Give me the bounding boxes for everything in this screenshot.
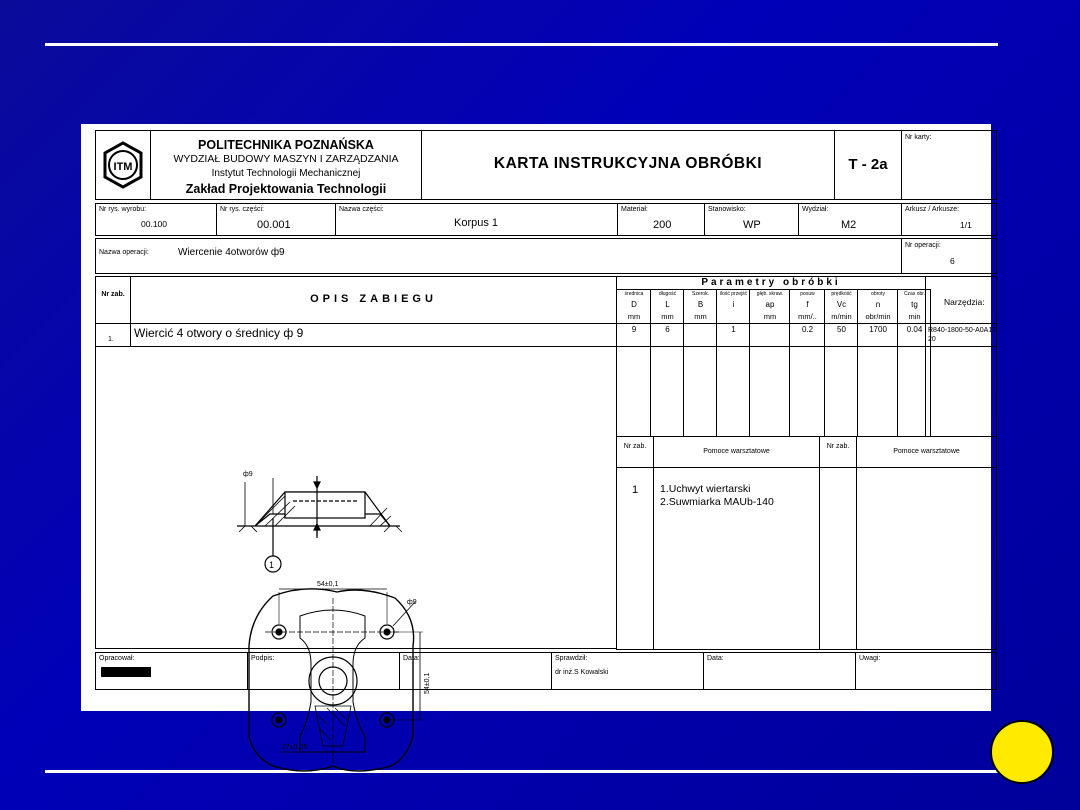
title-cell <box>421 130 835 200</box>
institute-name: Instytut Technologii Mechanicznej <box>211 168 361 179</box>
prepared-label: Opracował: <box>99 655 135 662</box>
aids-nr-header-2 <box>819 436 857 468</box>
param-body-col-3 <box>716 346 750 437</box>
row1-tool-cell <box>925 323 997 347</box>
part-name-cell <box>335 203 618 236</box>
svg-text:ф9: ф9 <box>243 471 253 478</box>
col-nr-label: Nr zab. <box>101 291 125 298</box>
param-unit: mm <box>661 312 674 321</box>
params-header <box>616 276 926 290</box>
part-drawing-cell <box>216 203 336 236</box>
svg-text:ф9: ф9 <box>407 599 417 606</box>
university-cell <box>150 130 422 200</box>
date-label: Data: <box>403 655 420 662</box>
checked-by: dr inż.S Kowalski <box>555 669 609 676</box>
sheet-cell <box>901 203 997 236</box>
prepared-cell <box>95 652 248 690</box>
param-symbol: i <box>732 300 735 309</box>
sheet-label: Arkusz / Arkusze: <box>905 206 960 213</box>
params-label: Parametry obróbki <box>701 277 841 288</box>
aids-nr-header-1 <box>616 436 654 468</box>
aids-item-2: 2.Suwmiarka MAUb-140 <box>660 496 774 508</box>
part-drawing-value: 00.001 <box>257 219 291 231</box>
param-top: posuw <box>800 291 815 297</box>
param-value-cell-4 <box>749 323 790 347</box>
param-value: 1700 <box>869 325 887 334</box>
checked-cell <box>551 652 704 690</box>
param-col-header-1 <box>650 289 684 324</box>
param-value-cell-1 <box>650 323 684 347</box>
material-cell <box>617 203 705 236</box>
card-no-cell <box>901 130 997 200</box>
param-value-cell-2 <box>683 323 717 347</box>
material-label: Materiał: <box>621 206 648 213</box>
station-label: Stanowisko: <box>708 206 746 213</box>
svg-text:54±0,1: 54±0,1 <box>424 672 431 694</box>
param-top: prędkość <box>831 291 852 297</box>
station-cell <box>704 203 799 236</box>
param-symbol: Vc <box>836 300 847 309</box>
col-opis-header <box>130 276 617 324</box>
param-symbol: ap <box>765 300 775 309</box>
row1-description: Wiercić 4 otwory o średnicy ф 9 <box>134 326 304 340</box>
param-col-header-7 <box>857 289 898 324</box>
param-body-col-2 <box>683 346 717 437</box>
param-value: 6 <box>665 325 670 334</box>
row1-tool: R840-1800-50-A0A1220 <box>928 327 997 343</box>
signature-label: Podpis: <box>251 655 275 662</box>
param-value: 9 <box>631 325 637 334</box>
station-value: WP <box>743 219 761 231</box>
row1-nr: 1. <box>108 336 114 343</box>
param-body-col-7 <box>857 346 898 437</box>
param-col-header-0 <box>616 289 651 324</box>
aids-item-1: 1.Uchwyt wiertarski <box>660 483 751 495</box>
dept-cell <box>798 203 902 236</box>
param-value-cell-6 <box>824 323 858 347</box>
aids-header-1 <box>653 436 820 468</box>
col-opis-label: OPIS ZABIEGU <box>310 293 437 305</box>
aids-label-1: Pomoce warsztatowe <box>703 448 770 455</box>
part-drawing-label: Nr rys. części: <box>220 206 264 213</box>
param-col-header-2 <box>683 289 717 324</box>
param-top: głęb. skraw. <box>756 291 784 297</box>
param-value: 1 <box>731 325 736 334</box>
param-col-header-8 <box>897 289 931 324</box>
top-rule <box>45 43 998 46</box>
operation-no-value: 6 <box>950 256 955 266</box>
operation-no-label: Nr operacji: <box>905 242 941 249</box>
aids-header-2 <box>856 436 997 468</box>
param-unit: mm <box>694 312 707 321</box>
instruction-card <box>81 124 997 751</box>
aids-nr-label-1: Nr zab. <box>623 443 647 450</box>
param-symbol: L <box>665 300 670 309</box>
param-unit: obr/min <box>865 312 891 321</box>
card-code-cell <box>834 130 902 200</box>
param-unit: m/min <box>831 312 852 321</box>
param-symbol: n <box>875 300 881 309</box>
date2-label: Data: <box>707 655 724 662</box>
notes-cell <box>855 652 997 690</box>
aids-nr-label-2: Nr zab. <box>826 443 850 450</box>
operation-no-cell <box>901 238 997 274</box>
part-name-label: Nazwa części: <box>339 206 384 213</box>
sheet-value: 1/1 <box>960 220 972 230</box>
col-nr-header <box>95 276 131 324</box>
date2-cell <box>703 652 856 690</box>
param-body-col-4 <box>749 346 790 437</box>
param-top: Szerok. <box>692 291 709 297</box>
param-body-col-8 <box>897 346 931 437</box>
material-value: 200 <box>653 219 672 231</box>
param-unit: min <box>908 312 921 321</box>
col-tools-header <box>925 276 997 324</box>
param-top: długość <box>658 291 677 297</box>
param-col-header-3 <box>716 289 750 324</box>
aids-body-1 <box>653 467 820 650</box>
date-cell <box>399 652 552 690</box>
param-symbol: B <box>697 300 704 309</box>
svg-text:27±0,05: 27±0,05 <box>282 744 308 751</box>
param-value-cell-3 <box>716 323 750 347</box>
param-value-cell-0 <box>616 323 651 347</box>
param-unit: mm/.. <box>798 312 817 321</box>
row1-desc-cell <box>130 323 617 347</box>
param-top: Czas obr. <box>903 291 926 297</box>
param-symbol: tg <box>911 300 918 309</box>
logo-cell <box>95 130 151 200</box>
department-name: Zakład Projektowania Technologii <box>185 182 387 196</box>
param-value: 50 <box>837 325 846 334</box>
operation-name-label: Nazwa operacji: <box>99 249 149 256</box>
param-value-cell-7 <box>857 323 898 347</box>
svg-text:54±0,1: 54±0,1 <box>317 581 339 588</box>
param-unit: mm <box>627 312 641 321</box>
row1-nr-cell <box>95 323 131 347</box>
param-unit: mm <box>763 312 777 321</box>
param-value: 0.04 <box>906 325 923 334</box>
aids-nr-col-2 <box>819 467 857 650</box>
itm-logo-icon <box>96 131 150 199</box>
dept-label: Wydział: <box>802 206 829 213</box>
param-top: obroty <box>871 291 885 297</box>
param-body-col-6 <box>824 346 858 437</box>
param-value: 0.2 <box>801 325 814 334</box>
checked-label: Sprawdził: <box>555 655 588 662</box>
yellow-circle-button[interactable] <box>990 720 1054 784</box>
bottom-rule <box>45 770 998 773</box>
dept-value: M2 <box>841 219 857 231</box>
param-col-header-4 <box>749 289 790 324</box>
card-title: KARTA INSTRUKCYJNA OBRÓBKI <box>493 155 763 172</box>
param-body-col-5 <box>789 346 825 437</box>
param-col-header-6 <box>824 289 858 324</box>
param-top: ilość przejść <box>719 291 748 297</box>
product-drawing-label: Nr rys. wyrobu: <box>99 206 147 213</box>
param-body-col-0 <box>616 346 651 437</box>
svg-text:ITM: ITM <box>113 161 133 173</box>
signature-cell <box>247 652 400 690</box>
param-col-header-5 <box>789 289 825 324</box>
aids-row1-nr: 1 <box>632 484 639 496</box>
card-no-label: Nr karty: <box>905 134 932 141</box>
part-name-value: Korpus 1 <box>454 217 499 229</box>
aids-body-2 <box>856 467 997 650</box>
param-symbol: D <box>631 300 637 309</box>
faculty-name: WYDZIAŁ BUDOWY MASZYN I ZARZĄDZANIA <box>173 153 399 165</box>
operation-name-cell <box>95 238 902 274</box>
tools-body <box>925 346 997 437</box>
aids-nr-col-1 <box>616 467 654 650</box>
param-symbol: f <box>806 300 809 309</box>
card-code: T - 2a <box>848 156 888 173</box>
product-drawing-value: 00.100 <box>141 219 167 229</box>
product-drawing-cell <box>95 203 217 236</box>
param-value-cell-8 <box>897 323 931 347</box>
university-name: POLITECHNIKA POZNAŃSKA <box>198 138 374 152</box>
notes-label: Uwagi: <box>859 655 881 662</box>
param-body-col-1 <box>650 346 684 437</box>
aids-label-2: Pomoce warsztatowe <box>893 448 960 455</box>
param-value-cell-5 <box>789 323 825 347</box>
operation-name-value: Wiercenie 4otworów ф9 <box>178 247 285 258</box>
col-tools-label: Narzędzia: <box>944 297 985 307</box>
param-top: średnica <box>624 291 644 297</box>
redacted-name <box>101 667 151 677</box>
svg-text:1: 1 <box>269 560 275 570</box>
